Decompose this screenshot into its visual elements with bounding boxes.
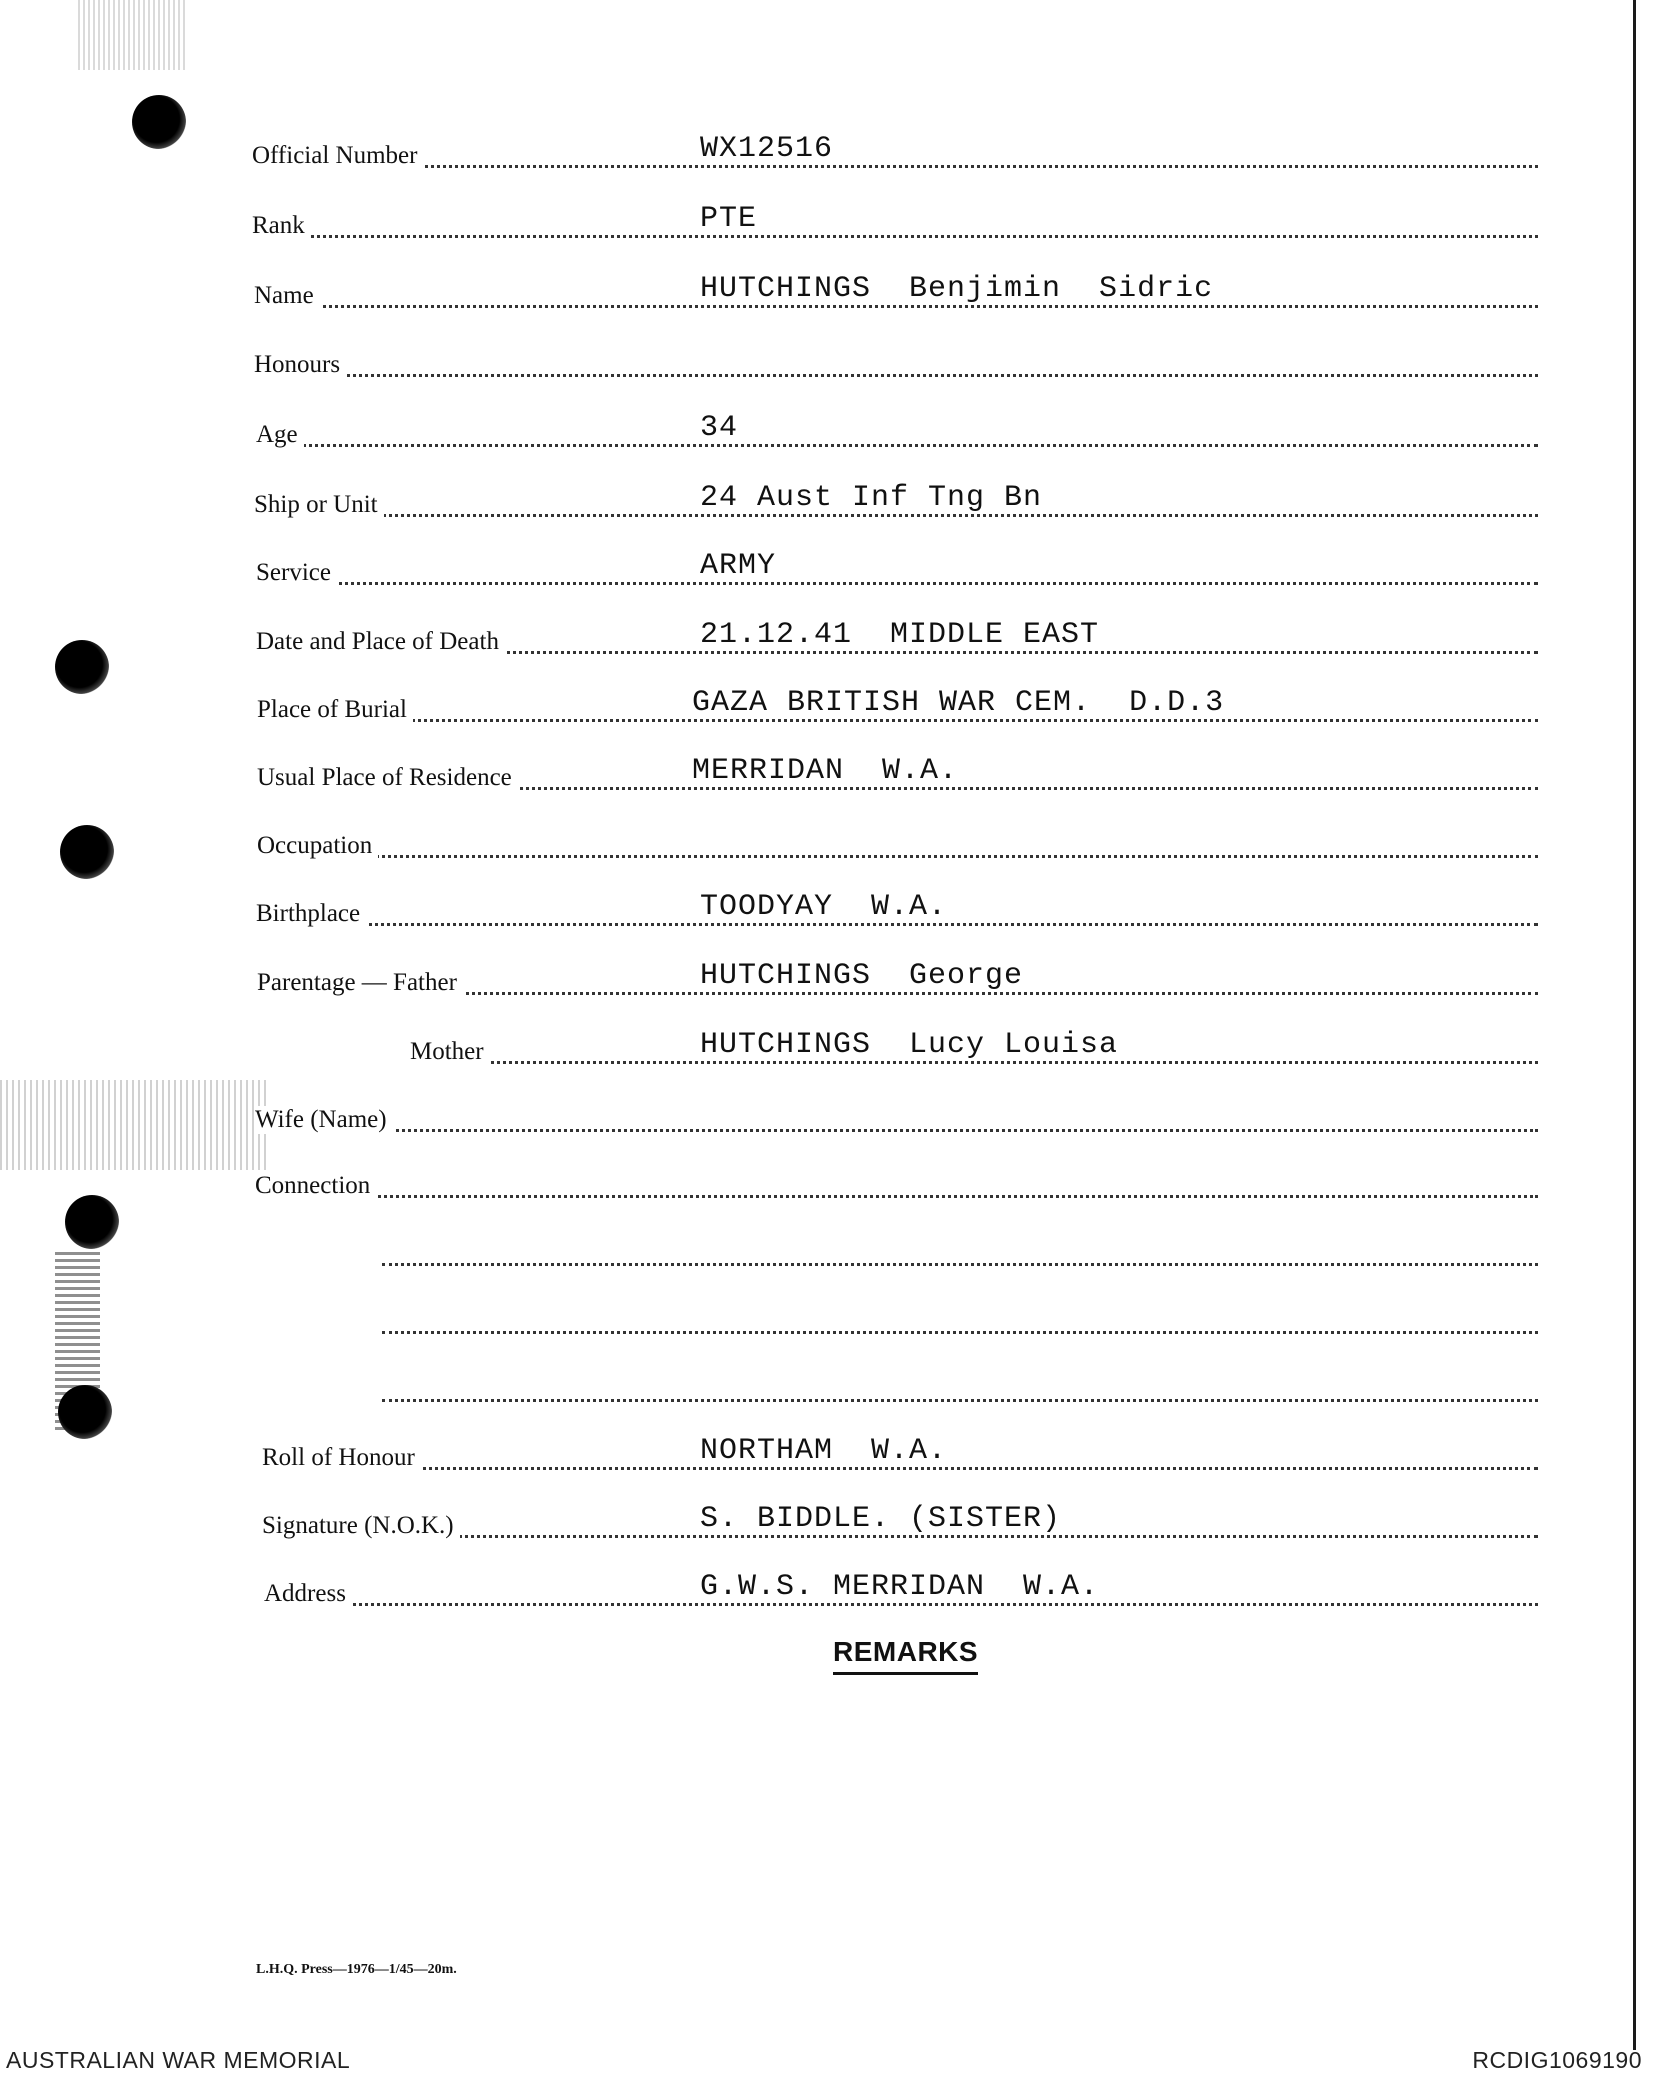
field-label: Connection [255,1172,376,1200]
field-label: Official Number [252,142,423,170]
field-label: Ship or Unit [254,491,384,519]
form-row [0,188,1658,248]
dot-leader [296,582,1538,585]
field-value: S. BIDDLE. (SISTER) [700,1502,1062,1536]
field-value: 24 Aust Inf Tng Bn [700,481,1043,515]
scan-artifact [78,0,188,70]
dot-leader [295,1195,1538,1198]
field-label: Wife (Name) [255,1106,393,1134]
form-row [0,397,1658,457]
field-value: MERRIDAN W.A. [692,754,959,788]
archive-credit: AUSTRALIAN WAR MEMORIAL [6,2047,351,2073]
form-row [0,1488,1658,1548]
form-row [0,1216,1658,1276]
field-value: HUTCHINGS Benjimin Sidric [700,272,1214,306]
form-row [0,945,1658,1005]
print-code: L.H.Q. Press—1976—1/45—20m. [256,1962,457,1977]
dot-leader [295,1129,1538,1132]
form-row [0,1352,1658,1412]
dot-leader [292,235,1538,238]
field-value: TOODYAY W.A. [700,890,948,924]
field-label: Mother [410,1038,490,1066]
form-row [0,327,1658,387]
form-row [0,740,1658,800]
field-value: GAZA BRITISH WAR CEM. D.D.3 [692,686,1225,720]
field-label: Rank [252,212,311,240]
form-row [0,258,1658,318]
field-label: Address [264,1580,352,1608]
field-value: G.W.S. MERRIDAN W.A. [700,1570,1100,1604]
dot-leader [382,1399,1538,1402]
form-row [0,604,1658,664]
dot-leader [382,1263,1538,1266]
form-row [0,535,1658,595]
field-value: HUTCHINGS George [700,959,1024,993]
field-label: Occupation [257,832,378,860]
field-value: WX12516 [700,132,834,166]
form-row [0,1556,1658,1616]
dot-leader [382,1331,1538,1334]
field-label: Usual Place of Residence [257,764,518,792]
field-value: NORTHAM W.A. [700,1434,948,1468]
field-value: 34 [700,411,739,445]
form-row [0,1014,1658,1074]
form-row [0,672,1658,732]
field-label: Place of Burial [257,696,413,724]
field-label: Roll of Honour [262,1444,421,1472]
form-row [0,1082,1658,1142]
form-row [0,1284,1658,1344]
field-label: Date and Place of Death [256,628,505,656]
field-label: Honours [254,351,346,379]
field-label: Signature (N.O.K.) [262,1512,460,1540]
field-label: Service [256,559,337,587]
dot-leader [294,374,1538,377]
field-value: PTE [700,202,758,236]
form-row [0,876,1658,936]
archive-id: RCDIG1069190 [1472,2047,1642,2073]
dot-leader [296,444,1538,447]
field-value: ARMY [700,549,777,583]
field-label: Name [254,282,320,310]
field-value: 21.12.41 MIDDLE EAST [700,618,1100,652]
dot-leader [292,165,1538,168]
dot-leader [297,855,1538,858]
field-value: HUTCHINGS Lucy Louisa [700,1028,1119,1062]
form-row [0,1420,1658,1480]
form-row [0,1148,1658,1208]
field-label: Parentage — Father [257,969,463,997]
form-row [0,118,1658,178]
remarks-heading: REMARKS [833,1636,978,1675]
form-row [0,467,1658,527]
field-label: Birthplace [256,900,366,928]
field-label: Age [256,421,304,449]
form-row [0,808,1658,868]
